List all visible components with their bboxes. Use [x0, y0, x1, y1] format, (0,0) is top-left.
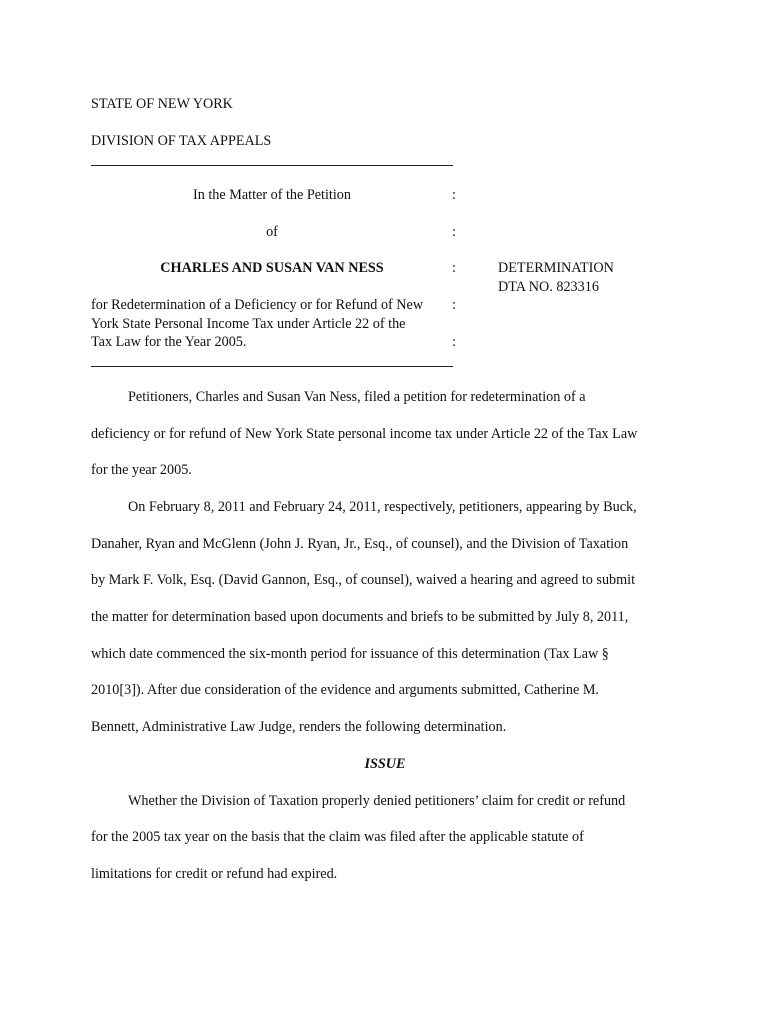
- caption-colon-1: :: [452, 187, 456, 203]
- paragraph-line: deficiency or for refund of New York State personal income tax under Article 22 of the Tax Law: [91, 426, 638, 442]
- caption-purpose-line: Tax Law for the Year 2005.: [91, 334, 247, 350]
- issue-heading: ISSUE: [364, 756, 406, 772]
- paragraph-line: for the year 2005.: [91, 462, 192, 478]
- caption-in-the-matter: In the Matter of the Petition: [193, 187, 351, 203]
- caption-of: of: [266, 224, 278, 240]
- caption-bottom-rule: [91, 366, 453, 367]
- determination-label: DETERMINATION: [498, 260, 614, 276]
- dta-number: DTA NO. 823316: [498, 279, 599, 295]
- paragraph-line: Danaher, Ryan and McGlenn (John J. Ryan, Jr., Esq., of counsel), and the Division of Taxation: [91, 536, 629, 552]
- paragraph-line: Bennett, Administrative Law Judge, renders the following determination.: [91, 719, 507, 735]
- caption-top-rule: [91, 165, 453, 166]
- paragraph-line: for the 2005 tax year on the basis that the claim was filed after the applicable statute of: [91, 829, 584, 845]
- caption-colon-4: :: [452, 297, 456, 313]
- caption-colon-5: :: [452, 334, 456, 350]
- caption-colon-2: :: [452, 224, 456, 240]
- caption-purpose-line: for Redetermination of a Deficiency or for Refund of New: [91, 297, 424, 313]
- paragraph-line: Whether the Division of Taxation properly denied petitioners’ claim for credit or refund: [128, 793, 626, 809]
- paragraph-line: limitations for credit or refund had expired.: [91, 866, 338, 882]
- paragraph-line: by Mark F. Volk, Esq. (David Gannon, Esq., of counsel), waived a hearing and agreed to submit: [91, 572, 636, 588]
- paragraph-line: Petitioners, Charles and Susan Van Ness, filed a petition for redetermination of a: [128, 389, 586, 405]
- state-heading: STATE OF NEW YORK: [91, 96, 233, 112]
- caption-colon-3: :: [452, 260, 456, 276]
- paragraph-line: 2010[3]). After due consideration of the evidence and arguments submitted, Catherine M.: [91, 682, 599, 698]
- caption-purpose-line: York State Personal Income Tax under Article 22 of the: [91, 316, 406, 332]
- caption-petitioners: CHARLES AND SUSAN VAN NESS: [160, 260, 384, 276]
- paragraph-line: On February 8, 2011 and February 24, 2011, respectively, petitioners, appearing by Buck,: [128, 499, 637, 515]
- division-heading: DIVISION OF TAX APPEALS: [91, 133, 272, 149]
- paragraph-line: the matter for determination based upon documents and briefs to be submitted by July 8, 2011,: [91, 609, 629, 625]
- paragraph-line: which date commenced the six-month period for issuance of this determination (Tax Law §: [91, 646, 609, 662]
